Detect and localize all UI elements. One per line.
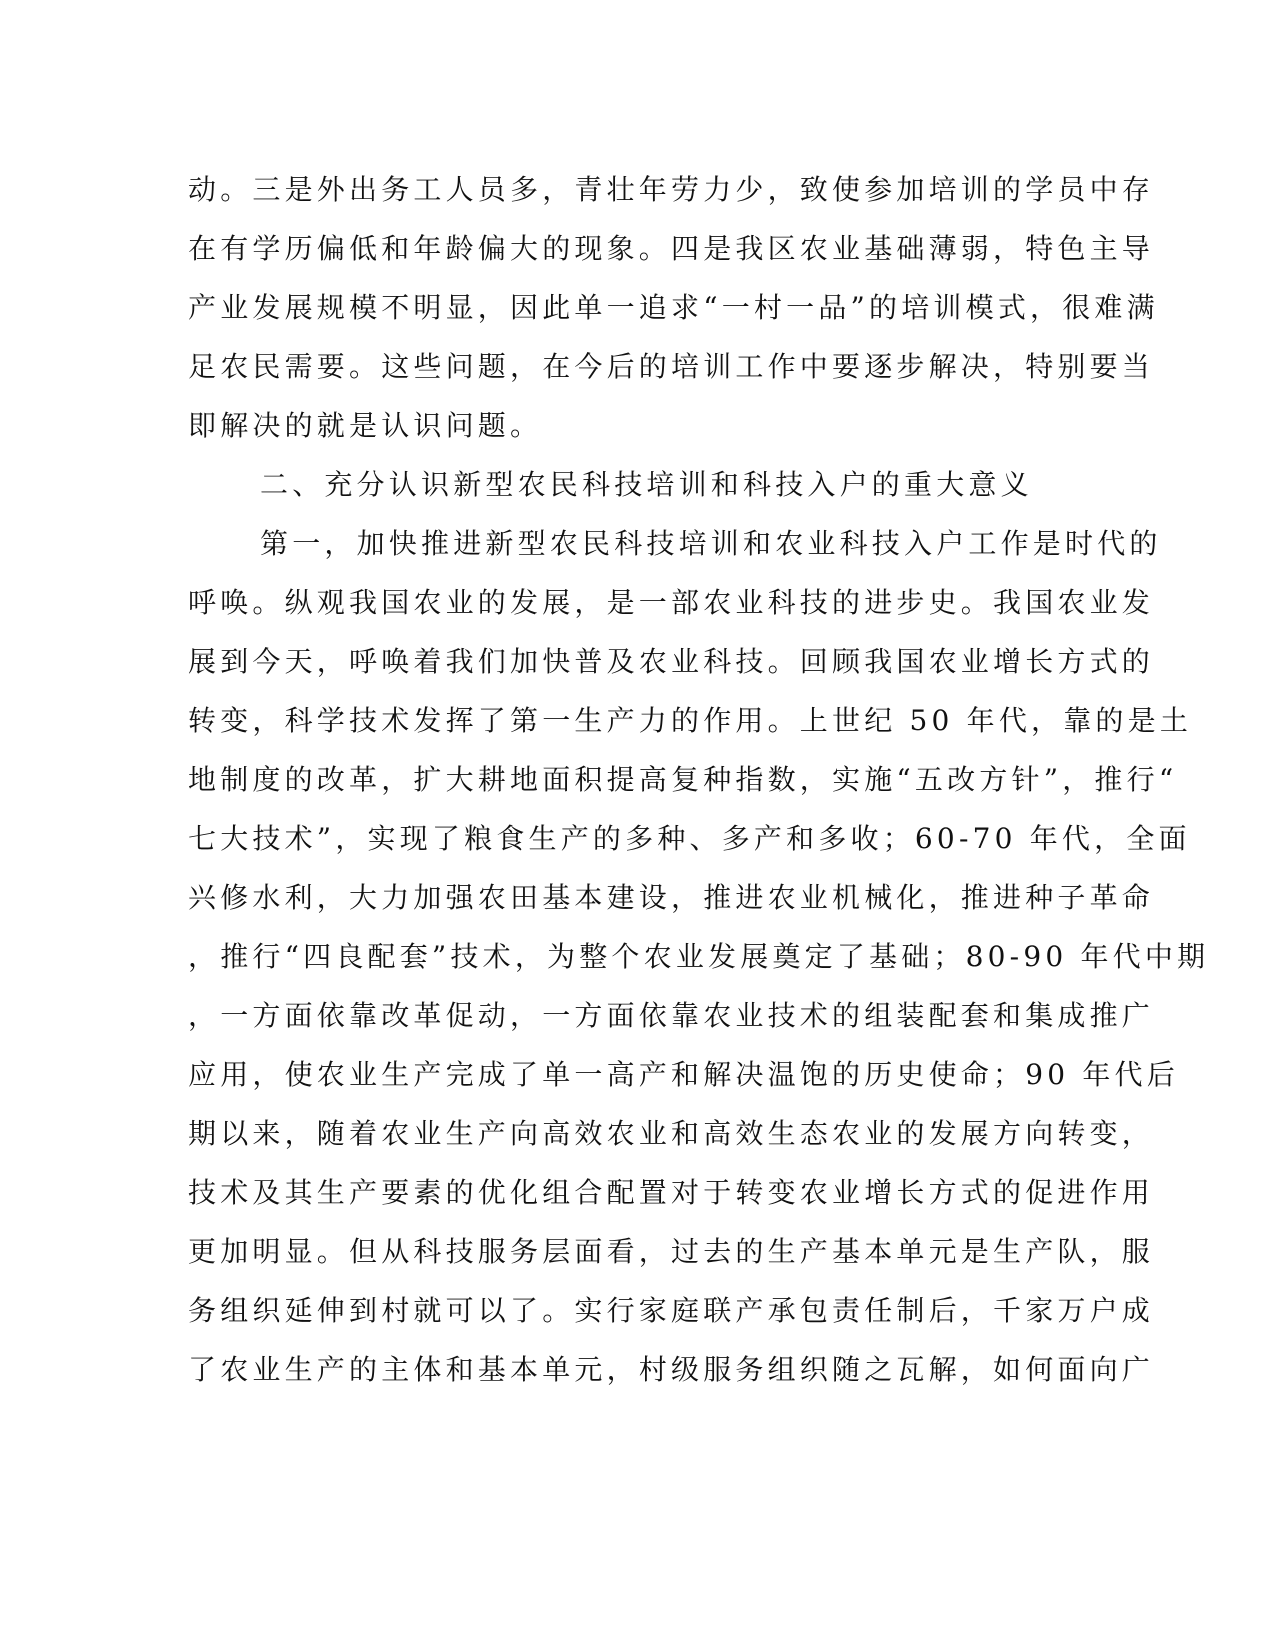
text-line: 务组织延伸到村就可以了。实行家庭联产承包责任制后，千家万户成 <box>188 1294 1155 1327</box>
text-line: ，推行“四良配套”技术，为整个农业发展奠定了基础；80-90 年代中期 <box>188 940 1210 973</box>
text-line: 更加明显。但从科技服务层面看，过去的生产基本单元是生产队，服 <box>188 1235 1155 1268</box>
text-line: 展到今天，呼唤着我们加快普及农业科技。回顾我国农业增长方式的 <box>188 645 1155 678</box>
text-line: 地制度的改革，扩大耕地面积提高复种指数，实施“五改方针”，推行“ <box>188 763 1178 796</box>
text-line: 动。三是外出务工人员多，青壮年劳力少，致使参加培训的学员中存 <box>188 173 1155 206</box>
text-line: 了农业生产的主体和基本单元，村级服务组织随之瓦解，如何面向广 <box>188 1353 1155 1386</box>
text-line: 产业发展规模不明显，因此单一追求“一村一品”的培训模式，很难满 <box>188 291 1159 324</box>
text-line: 在有学历偏低和年龄偏大的现象。四是我区农业基础薄弱，特色主导 <box>188 232 1155 265</box>
text-line: 转变，科学技术发挥了第一生产力的作用。上世纪 50 年代，靠的是土 <box>188 704 1193 737</box>
text-line: 即解决的就是认识问题。 <box>188 409 543 442</box>
text-line: 足农民需要。这些问题，在今后的培训工作中要逐步解决，特别要当 <box>188 350 1155 383</box>
text-line: ，一方面依靠改革促动，一方面依靠农业技术的组装配套和集成推广 <box>188 999 1155 1032</box>
text-line: 期以来，随着农业生产向高效农业和高效生态农业的发展方向转变， <box>188 1117 1155 1150</box>
paragraph-start-line: 第一，加快推进新型农民科技培训和农业科技入户工作是时代的 <box>260 527 1162 560</box>
text-line: 兴修水利，大力加强农田基本建设，推进农业机械化，推进种子革命 <box>188 881 1155 914</box>
section-heading: 二、充分认识新型农民科技培训和科技入户的重大意义 <box>260 468 1033 501</box>
text-line: 应用，使农业生产完成了单一高产和解决温饱的历史使命；90 年代后 <box>188 1058 1179 1091</box>
body-text <box>188 160 1210 1399</box>
text-line: 技术及其生产要素的优化组合配置对于转变农业增长方式的促进作用 <box>188 1176 1155 1209</box>
text-line: 呼唤。纵观我国农业的发展，是一部农业科技的进步史。我国农业发 <box>188 586 1155 619</box>
text-line: 七大技术”，实现了粮食生产的多种、多产和多收；60-70 年代，全面 <box>188 822 1191 855</box>
